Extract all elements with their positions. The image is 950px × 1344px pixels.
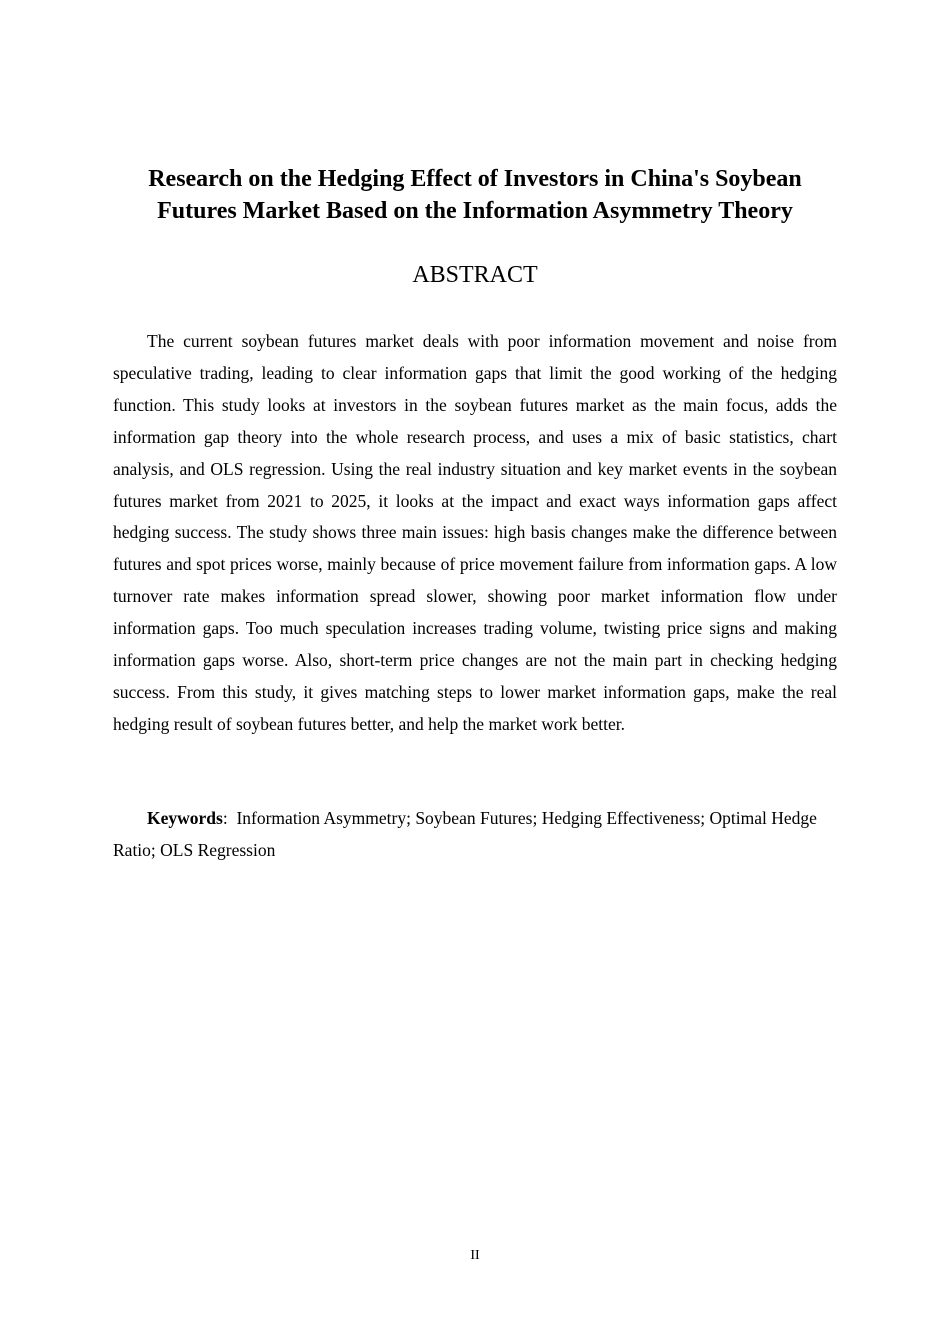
abstract-body: The current soybean futures market deals with poor information movement and noise from speculative trading, leading to clear information gaps that limit the good working of the hedging function. This study looks at investors in the soybean futures market as the main focus, adds the information gap theory into the whole research process, and uses a mix of basic statistics, chart analysis, and OLS regression. Using the real industry situation and key market events in the soybean futures market from 2021 to 2025, it looks at the impact and exact ways information gaps affect hedging success. The study shows three main issues: high basis changes make the difference between futures and spot prices worse, mainly because of price movement failure from information gaps. A low turnover rate makes information spread slower, showing poor market information flow under information gaps. Too much speculation increases trading volume, twisting price signs and making information gaps worse. Also, short-term price changes are not the main part in checking hedging success. From this study, it gives matching steps to lower market information gaps, make the real hedging result of soybean futures better, and help the market work better.	[113, 331, 837, 734]
paper-title-line-1: Research on the Hedging Effect of Investors in China's Soybean	[148, 166, 802, 192]
page-number: II	[470, 1248, 480, 1263]
keywords-list: Information Asymmetry; Soybean Futures; Hedging Effectiveness; Optimal Hedge Ratio; OLS Regression	[113, 808, 817, 860]
keywords-separator: :	[222, 808, 228, 828]
paper-title-line-2: Futures Market Based on the Information Asymmetry Theory	[157, 198, 793, 224]
abstract-heading: ABSTRACT	[412, 262, 538, 288]
keywords-label: Keywords	[147, 808, 223, 828]
keywords-paragraph	[113, 802, 837, 866]
paper-title	[100, 163, 850, 227]
